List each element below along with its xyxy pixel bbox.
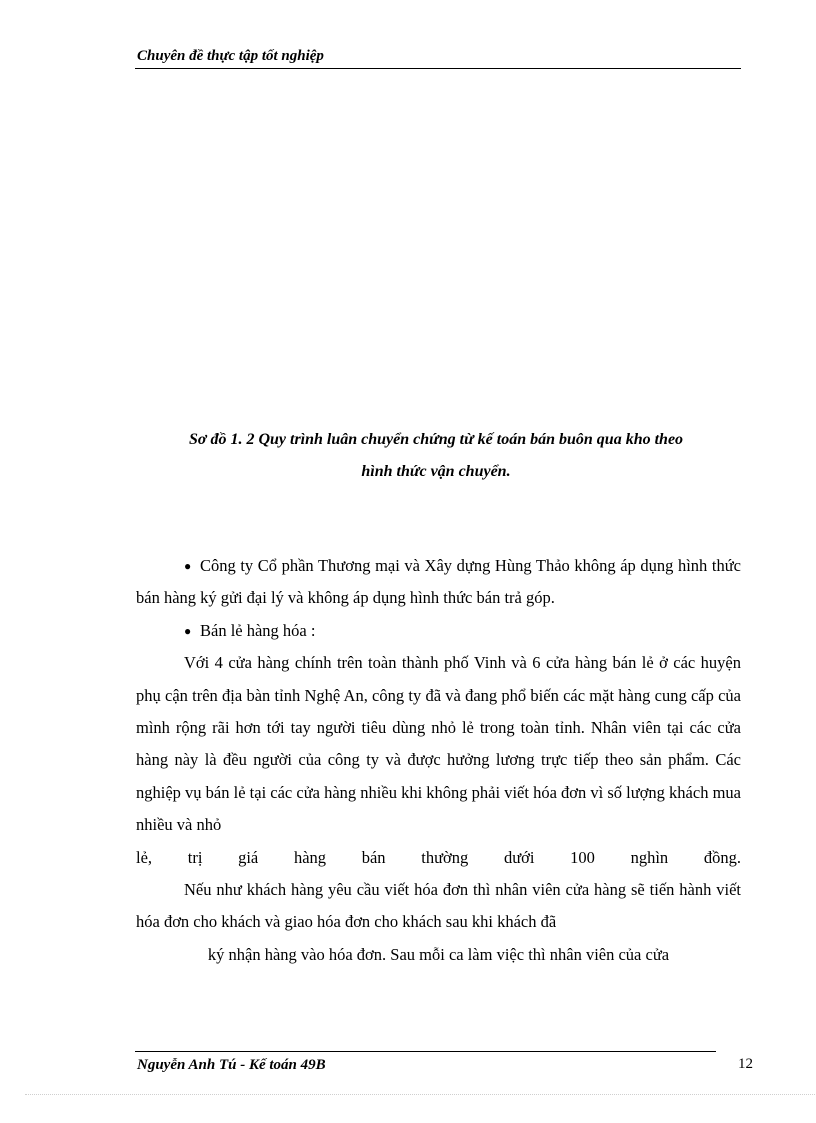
paragraph-retail-heading <box>136 615 741 647</box>
paragraph-invoice-last-line: ký nhận hàng vào hóa đơn. Sau mỗi ca làm việc thì nhân viên của cửa <box>207 944 670 964</box>
paragraph-company-policy <box>136 550 741 615</box>
paragraph-retail-stores: Với 4 cửa hàng chính trên toàn thành phố Vinh và 6 cửa hàng bán lẻ ở các huyện phụ cận trên địa bàn tỉnh Nghệ An, công ty đã và đang phổ biến các mặt hàng cung cấp của mình rộng rãi hơn tới tay người tiêu dùng nhỏ lẻ trong toàn tỉnh. Nhân viên tại các cửa hàng này là đều người của công ty và được hưởng lương trực tiếp theo sản phẩm. Các nghiệp vụ bán lẻ tại các cửa hàng nhiều khi không phải viết hóa đơn vì số lượng khách mua nhiều và nhỏ <box>136 653 741 835</box>
footer-divider <box>135 1051 716 1052</box>
figure-caption <box>128 424 744 488</box>
page-bottom-edge <box>25 1094 815 1095</box>
paragraph-company-policy-text: Công ty Cổ phần Thương mại và Xây dựng Hùng Thảo không áp dụng hình thức bán hàng ký gửi đại lý và không áp dụng hình thức bán trả góp. <box>136 556 741 608</box>
word: dưới <box>503 847 535 867</box>
bullet-icon: ● <box>184 623 192 638</box>
word: hàng <box>293 847 327 867</box>
page-number: 12 <box>738 1056 753 1072</box>
body-text <box>136 550 741 971</box>
word: bán <box>361 847 386 867</box>
caption-line-1: Sơ đồ 1. 2 Quy trình luân chuyển chứng từ kế toán bán buôn qua kho theo <box>188 431 684 448</box>
footer-author: Nguyễn Anh Tú - Kế toán 49B <box>137 1057 326 1073</box>
word: lẻ, <box>136 847 153 867</box>
retail-heading-text: Bán lẻ hàng hóa : <box>200 620 316 640</box>
caption-line-2: hình thức vận chuyển. <box>361 463 511 480</box>
page-header-title: Chuyên đề thực tập tốt nghiệp <box>137 48 324 64</box>
word: nghìn <box>630 847 669 867</box>
paragraph-retail-stores-last-line <box>136 842 741 874</box>
word: 100 <box>570 847 595 867</box>
paragraph-invoice: Nếu như khách hàng yêu cầu viết hóa đơn thì nhân viên cửa hàng sẽ tiến hành viết hóa đơn cho khách và giao hóa đơn cho khách sau khi khách đã <box>136 880 741 932</box>
word: giá <box>238 847 259 867</box>
word: thường <box>421 847 469 867</box>
word: đồng. <box>703 847 741 867</box>
bullet-icon: ● <box>184 559 192 573</box>
header-divider <box>135 68 741 69</box>
word: trị <box>187 847 203 867</box>
